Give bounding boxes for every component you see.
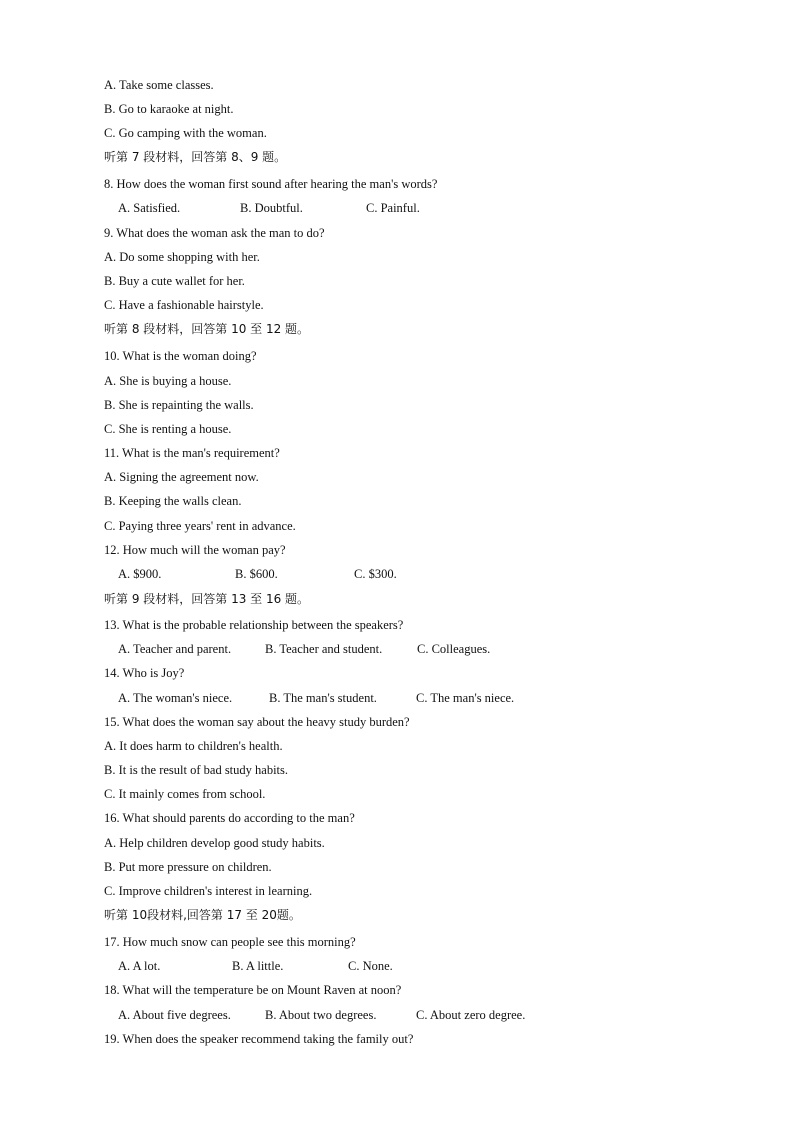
section-heading: 听第 9 段材料，回答第 13 至 16 题。: [104, 592, 310, 606]
question-line: C. Have a fashionable hairstyle.: [104, 298, 264, 312]
question-line: B. Go to karaoke at night.: [104, 102, 234, 116]
option-text: C. Colleagues.: [417, 642, 491, 656]
option-text: A. $900.: [118, 567, 162, 581]
question-line: 16. What should parents do according to the man?: [104, 811, 355, 825]
section-heading: 听第 8 段材料，回答第 10 至 12 题。: [104, 322, 310, 336]
option-text: A. The woman's niece.: [118, 691, 233, 705]
option-text: B. Teacher and student.: [265, 642, 383, 656]
question-line: B. She is repainting the walls.: [104, 398, 254, 412]
question-line: A. It does harm to children's health.: [104, 739, 283, 753]
question-line: 15. What does the woman say about the heavy study burden?: [104, 715, 410, 729]
option-text: B. A little.: [232, 959, 284, 973]
option-text: B. Doubtful.: [240, 201, 303, 215]
question-line: A. Take some classes.: [104, 78, 214, 92]
question-line: 18. What will the temperature be on Mount Raven at noon?: [104, 983, 402, 997]
option-text: B. About two degrees.: [265, 1008, 377, 1022]
section-heading: 听第 7 段材料，回答第 8、9 题。: [104, 150, 287, 164]
question-line: 13. What is the probable relationship between the speakers?: [104, 618, 404, 632]
question-line: C. She is renting a house.: [104, 422, 232, 436]
question-line: 9. What does the woman ask the man to do?: [104, 226, 325, 240]
question-line: C. It mainly comes from school.: [104, 787, 266, 801]
question-line: C. Go camping with the woman.: [104, 126, 267, 140]
question-line: B. Keeping the walls clean.: [104, 494, 242, 508]
question-line: 14. Who is Joy?: [104, 666, 185, 680]
question-line: A. Help children develop good study habits.: [104, 836, 325, 850]
question-line: 17. How much snow can people see this morning?: [104, 935, 356, 949]
option-text: B. $600.: [235, 567, 278, 581]
question-line: B. Buy a cute wallet for her.: [104, 274, 245, 288]
question-line: A. Signing the agreement now.: [104, 470, 259, 484]
question-line: 10. What is the woman doing?: [104, 349, 257, 363]
question-line: 19. When does the speaker recommend taking the family out?: [104, 1032, 414, 1046]
question-line: B. It is the result of bad study habits.: [104, 763, 289, 777]
option-text: C. None.: [348, 959, 393, 973]
option-text: A. A lot.: [118, 959, 161, 973]
option-text: C. Painful.: [366, 201, 420, 215]
question-line: C. Paying three years' rent in advance.: [104, 519, 296, 533]
option-text: B. The man's student.: [269, 691, 377, 705]
section-heading: 听第 10段材料,回答第 17 至 20题。: [104, 908, 301, 922]
option-text: C. $300.: [354, 567, 397, 581]
question-line: 11. What is the man's requirement?: [104, 446, 280, 460]
option-text: A. Teacher and parent.: [118, 642, 232, 656]
option-text: A. About five degrees.: [118, 1008, 231, 1022]
option-text: C. The man's niece.: [416, 691, 515, 705]
question-line: 8. How does the woman first sound after hearing the man's words?: [104, 177, 438, 191]
question-line: A. She is buying a house.: [104, 374, 232, 388]
option-text: C. About zero degree.: [416, 1008, 526, 1022]
question-line: C. Improve children's interest in learning.: [104, 884, 313, 898]
question-line: A. Do some shopping with her.: [104, 250, 260, 264]
question-line: 12. How much will the woman pay?: [104, 543, 286, 557]
question-line: B. Put more pressure on children.: [104, 860, 272, 874]
option-text: A. Satisfied.: [118, 201, 181, 215]
